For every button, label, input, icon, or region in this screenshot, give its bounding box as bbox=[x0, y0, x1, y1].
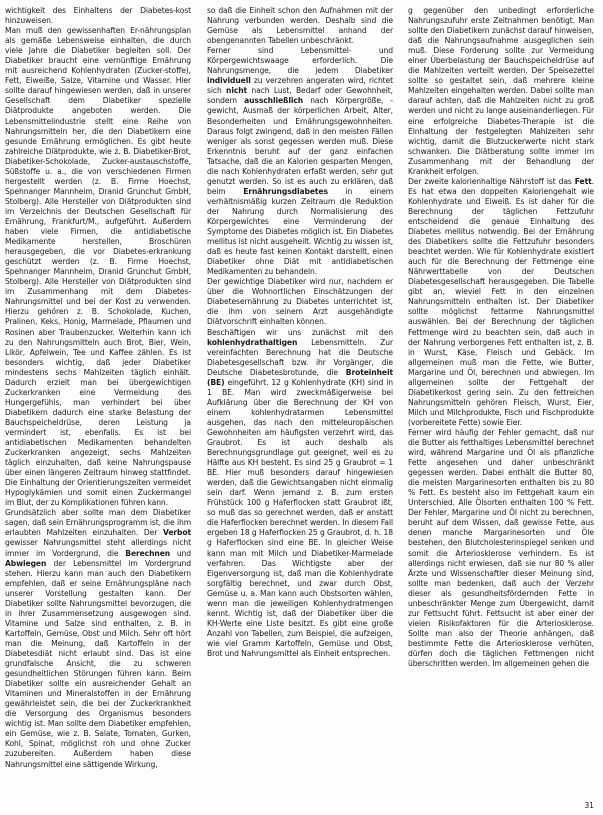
text-run: in einem verhältnismäßig kurzen Zeitraum die Reduktion der Nahrung durch Normalisierung des Körpergewichtes eine Verminderung der Symptome des Diabetes möglich ist. Ein Diabetes mellitus ist nicht ausgeheilt. Wichtig zu wissen ist, daß es heute fast keinen Kontakt darstellt, einen Diabetiker ohne Diät mit antidiabetischen Medikamenten zu behandeln. bbox=[207, 186, 393, 277]
paragraph bbox=[5, 508, 191, 769]
bold-text: Berechnen bbox=[125, 548, 171, 558]
bold-text: Verbot bbox=[162, 528, 191, 538]
text-run: nach Körpergröße, -gewicht, Ausmaß der körperlichen Arbeit, Alter, Besonderheiten und Ernährungsgewohnheiten. Daraus folgt zwingend, daß in den meisten Fällen weniger als sonst gegessen werden muß. Diese Erkenntnis beruht auf der ganz einfachen Tatsache, daß die an Kalorien gesparten Mengen, die nach Kohlenhydraten erfaßt werden, sehr gut genutzt werden. So ist es auch zu erklären, daß beim bbox=[207, 96, 393, 196]
bold-text: Abwiegen bbox=[5, 558, 47, 568]
text-run: Lebensmitteln. Zur vereinfachten Berechnung hat die Deutsche Diabetesgesellschaft bzw. ihr Vorgänger, die Deutsche Diabetesbrotunde, die bbox=[207, 337, 393, 377]
text-run: g gegenüber den unbedingt erforderliche Nahrungszufuhr erste Zeitnahmen benötigt. Man sollte den Diabetikern zunächst darauf hinweisen, daß die Nahrungsaufnahme ausgeglichen sein muß. Diese Forderung sollte zur Vermeidung einer Überbelastung der Bauchspeicheldrüse auf die Mahlzeiten verteilt werden. Der Speisezettel sollte so gestaltet sein, daß mehrere kleine Mahlzeiten eingehalten werden. Dabei sollte man darauf achten, daß die Mahlzeiten nicht zu groß werden und nicht zu lange auseinanderliegen. Für eine erfolgreiche Diabetes-Therapie ist die Einhaltung der festgelegten Mahlzeiten sehr wichtig, damit die Blutzuckerwerte nicht stark schwanken. Die Diätberatung sollte immer im Zusammenhang mit der Behandlung der Krankheit erfolgen. bbox=[408, 6, 594, 176]
text-run: und bbox=[170, 548, 191, 558]
paragraph bbox=[408, 177, 594, 428]
text-run: Beschäftigen wir uns zunächst mit den bbox=[207, 327, 393, 337]
page-number: 31 bbox=[584, 801, 594, 810]
text-run: Grundsätzlich aber sollte man dem Diabetiker sagen, daß sein Ernährungsprogramm ist, die ihm erlaubten Mahlzeiten einzuhalten. Der bbox=[5, 508, 191, 538]
paragraph bbox=[207, 277, 393, 327]
paragraph bbox=[408, 428, 594, 669]
text-run: . Es hat etwa den doppelten Kaloriengehalt wie Kohlenhydrate und Eiweiß. Es ist daher für die Berechnung der täglichen Fettzufuhr entscheidend die genaue Einhaltung des Diabetes mellitus notwendig. Bei der Ernährung des Diabetikers sollte die Fettzufuhr besonders beachtet werden. Wie für Kohlenhydrate existiert auch für die Berechnung der Fettmenge eine Nährwerttabelle von der Deutschen Diabetesgesellschaft herausgegeben. Die Tabelle gibt an, wieviel Fett in den einzelnen Nahrungsmitteln enthalten ist. Der Diabetiker sollte möglichst fettarme Nahrungsmittel auswählen. Bei der Berechnung der täglichen Fettmenge wird zu beachten sein, daß auch in der Nahrung verborgenes Fett enthalten ist, z. B. in Wurst, Käse, Fleisch und Gebäck. Im allgemeinen muß man die Fette, wie Butter, Margarine und Öl, berechnen und abwiegen. Im allgemeinen sollte der Fettgehalt der Diabetikerkost gering sein. Zu den fettreichen Nahrungsmitteln gehören Fleisch, Wurst, Eier, Milch und Milchprodukte, Fisch und Fischprodukte (vorbereitete Fette) sowie Eier. bbox=[408, 176, 594, 427]
paragraph bbox=[207, 6, 393, 46]
text-run: wichtigkeit des Einhaltens der Diabetes-kost hinzuweisen. bbox=[5, 6, 191, 26]
bold-text: Fett bbox=[574, 176, 592, 186]
text-run: Ferner sind Lebensmittel- und Körpergewichtswaage erforderlich. Die Nahrungsmenge, die jedem Diabetiker bbox=[207, 46, 393, 76]
text-run: Man muß den gewissenhaften Er-nährungsplan als gemäße Lebensweise einhalten, die durch viele Jahre die Diabetiker begleiten soll. Der Diabetiker braucht eine vernünftige Ernährung mit ausreichend Kohlenhydraten (Zucker-stoffe), Fett, Eiweiße, Salze, Vitamine und Wasser. Hier sollte darauf hingewiesen werden, daß in unserer Gesellschaft dem Diabetiker spezielle Diätprodukte angeboten werden. Die Lebensmittelindustrie stellt eine Reihe von Nahrungsmitteln her, die den Diabetikern eine gesunde Ernährung ermöglichen. Es gibt heute zahlreiche Diätprodukte, wie z. B. Diabetiker-Brot, Diabetiker-Schokolade, Zucker-austauschstoffe, Süßstoffe u. a., die von verschiedenen Firmen hergestellt werden (z. B. Firme Hoechst, Spehnanger Mannheim, Dranid Grunchut GmbH, Stolberg). Alle Hersteller von Diätprodukten sind im Verzeichnis der Deutschen Gesellschaft für Ernährung, Frankfurt/M., aufgeführt. Außerdem haben viele Firmen, die antidiabetische Medikamente herstellen, Broschüren herausgegeben, die vor Diabetes-erkrankung geschützt werden (z. B. Firme Hoechst, Spehnanger Mannheim, Dranid Grunchut GmbH, Stolberg). Alle Hersteller von Diätprodukten sind im Zusammenhang mit dem Diabetes-Nahrungsmittel und bei der Kost zu verwenden. Hierzu gehören z. B. Schokolade, Kuchen, Pralinen, Keks, Honig, Marmelade, Pflaumen und Rosinen aber Traubenzucker. Weiterhin kann ich zu den Nahrungsmitteln auch Brot, Bier, Wein, Likör, Apfelwein, Tee und Kaffee zählen. Es ist besonders wichtig, daß jeder Diabetiker mindestens sechs Mahlzeiten täglich einhält. Dadurch erzielt man bei übergewichtigen Zuckerkranken eine Vermeidung des Hungergefühls, man verhindert bei über Diabetikern dadurch eine starke Belastung der Bauchspeicheldrüse, deren Leistung ja vermindert ist, ebenfalls. Es ist bei antidiabetischen Medikamenten behandelten Zuckerkranken angezeigt, sechs Mahlzeiten täglich einzuhalten, daß keine Nahrungspause über einen längeren Zeitraum hinweg stattfindet. Die Einhaltung der Orientierungszeiten vermeidet Hypoglykämien und somit einen Zuckermangel im Blut, der zu Komplikationen führen kann. bbox=[5, 26, 191, 508]
text-run: eingeführt. 12 g Kohlenhydrate (KH) sind in 1 BE. Man wird zweckmäßigerweise bei Aufklärung über die Berechnung der KH von einem kohlenhydratarmen Lebensmittel ausgehen, das nach den mitteleuropäischen Gewohnheiten am häufigsten verzehrt wird, das Graubrot. Es ist auch deshalb als Berechnungsgrundlage gut geeignet, weil es zu Hälfte aus KH besteht. Es sind 25 g Graubrot = 1 BE. Hier muß besonders darauf hingewiesen werden, daß die Gewichtsangaben nicht einmalig sein darf. Wenn jemand z. B. zum ersten Frühstück 100 g Haferflocken statt Graubrot ißt, so muß das so gerechnet werden, daß er anstatt die Haferflocken berechnet werden. In diesem Fall ergeben 18 g Haferflocken 25 g Graubrot, d. h. 18 g Haferflocken sind eine BE. In gleicher Weise kann man mit Milch und Diabetiker-Marmelade verfahren. Das Wichtigste aber der Eigenversorgung ist, daß man die Kohlenhydrate sorgfältig berechnet, und zwar durch Obst, Gemüse u. a. Man kann auch Obstsorten wählen, wenn man die jeweiligen Kohlenhydratmengen kennt. Wichtig ist, daß der Diabetiker über die KH-Werte eine Liste besitzt. Es gibt eine große Anzahl von Tabellen, zum Beispiel, die aufzeigen, wie viel Gramm Kartoffeln, Gemüse und Obst, Brot und Nahrungsmittel als Einheit entsprechen. bbox=[207, 377, 393, 658]
text-run: zu verzehren angeraten wird, richtet sich bbox=[207, 76, 393, 96]
bold-text: individuell bbox=[207, 76, 251, 86]
text-run: gewisser Nahrungsmittel steht allerdings nicht immer im Vordergrund, die bbox=[5, 538, 191, 558]
text-column-right bbox=[408, 6, 594, 798]
paragraph bbox=[207, 328, 393, 660]
text-run: Der zweite kalorienhaltige Nährstoff ist das bbox=[408, 176, 575, 186]
bold-text: nicht bbox=[226, 86, 248, 96]
text-run: nach Lust, Bedarf oder Gewohnheit, sondern bbox=[207, 86, 393, 106]
bold-text: ausschließlich bbox=[244, 96, 304, 106]
text-column-middle bbox=[207, 6, 393, 798]
text-run: Der gewichtige Diabetiker wird nur, nachdem er über die Wohnortlichen Einschätzungen der Diabetesernährung zu Diabetes unterrichtet ist, die ihm von seinem Arzt ausgehändigte Diätvorschrift einhalten können. bbox=[207, 277, 393, 327]
text-column-left bbox=[5, 6, 191, 798]
text-run: der Lebensmittel im Vordergrund stehen. Hierzu kann man auch den Diabetikern empfehlen, daß er seine Ernährungspläne nach unserer Vorstellung gestalten kann. Der Diabetiker sollte Nahrungsmittel bevorzugen, die in ihrer Zusammensetzung ausgewogen sind. Vitamine und Salze sind enthalten, z. B. in Kartoffeln, Gemüse, Obst und Milch. Sehr oft hört man die Meinung, daß Kartoffeln in der Diabetesdiät nicht erlaubt sind. Das ist eine grundfalsche Ansicht, die zu schweren gesundheitlichen Störungen führen kann. Beim Diabetiker sollte ein ausreichender Gehalt an Vitaminen und Mineralstoffen in der Ernährung gewährleistet sein, die bei der Zuckerkrankheit die Versorgung des Organismus besonders wichtig ist. Man sollte dem Diabetiker empfehlen, ein Gemüse, wie z. B. Salate, Tomaten, Gurken, Kohl, Spinat, möglichst roh und ohne Zucker zuzubereiten. Außerdem haben diese Nahrungsmittel eine sättigende Wirkung, bbox=[5, 558, 191, 769]
paragraph bbox=[408, 6, 594, 177]
bold-text: Ernährungsdiabetes bbox=[243, 186, 328, 196]
bold-text: kohlenhydrathaltigen bbox=[207, 337, 298, 347]
text-run: so daß die Einheit schon den Aufnahmen mit der Nahrung verbunden werden. Deshalb sind die Gemüse als Lebensmittel anhand der obengenannten Tabellen unbeschränkt. bbox=[207, 6, 393, 46]
bold-text: Broteinheit (BE) bbox=[207, 367, 393, 387]
text-run: Ferner wird häufig der Fehler gemacht, daß nur die Butter als fetthaltiges Lebensmittel berechnet wird, während Margarine und Öl als pflanzliche Fette angesehen und daher unbeschränkt gegessen werden. Dabei enthält die Butter 80, die meisten Margarinesorten enthalten bis zu 80 % Fett. Es besteht also im Fettgehalt kaum ein Unterschied. Alle Ölsorten enthalten 100 % Fett. Der Fehler, Margarine und Öl nicht zu berechnen, beruht auf dem Wissen, daß gewisse Fette, aus denen manche Margarinesorten und Öle bestehen, den Blutcholesterinspiegel senken und somit die Arteriosklerose verhindern. Es ist allerdings nicht erwiesen, daß sie nur 80 % aller Ärzte und Wissenschaftler dieser Meinung sind, sollte man bedenken, daß auch der Verzehr dieser als gesundheitsfördernden Fette in unbeschränkter Menge zum Übergewicht, damit zur Fettsucht führt. Fettsucht ist aber einer der vielen Risikofaktoren für die Arteriosklerose. Sollte man also der Theorie anhängen, daß bestimmte Fette die Arteriosklerose verhüten, dürfen doch die täglichen Fettmengen nicht überschritten werden. Im allgemeinen gehen die bbox=[408, 427, 594, 669]
paragraph bbox=[5, 26, 191, 508]
paragraph bbox=[207, 46, 393, 277]
paragraph bbox=[5, 6, 191, 26]
